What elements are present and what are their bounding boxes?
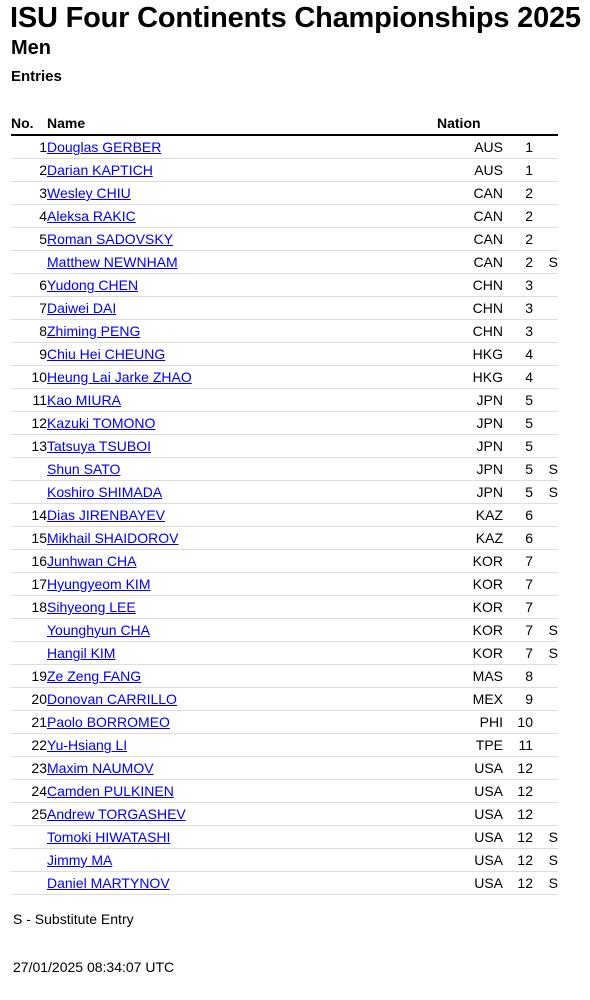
entry-number bbox=[11, 251, 47, 274]
entry-nation: USA bbox=[437, 826, 503, 849]
skater-name-link[interactable]: Douglas GERBER bbox=[47, 139, 162, 155]
substitute-marker bbox=[533, 182, 558, 205]
entry-nation: JPN bbox=[437, 412, 503, 435]
entry-number bbox=[11, 481, 47, 504]
entry-number bbox=[11, 458, 47, 481]
entry-name-cell bbox=[47, 481, 437, 504]
entry-name-cell bbox=[47, 389, 437, 412]
skater-name-link[interactable]: Junhwan CHA bbox=[47, 553, 137, 569]
table-row bbox=[11, 205, 558, 228]
substitute-marker bbox=[533, 780, 558, 803]
entry-group-number: 5 bbox=[503, 481, 533, 504]
substitute-marker bbox=[533, 366, 558, 389]
skater-name-link[interactable]: Roman SADOVSKY bbox=[47, 231, 174, 247]
entry-nation: MEX bbox=[437, 688, 503, 711]
table-row bbox=[11, 711, 558, 734]
entry-nation: KAZ bbox=[437, 527, 503, 550]
entry-number: 5 bbox=[11, 228, 47, 251]
table-row bbox=[11, 688, 558, 711]
entry-group-number: 9 bbox=[503, 688, 533, 711]
entry-name-cell bbox=[47, 228, 437, 251]
entry-nation: MAS bbox=[437, 665, 503, 688]
skater-name-link[interactable]: Daiwei DAI bbox=[47, 300, 117, 316]
entry-group-number: 5 bbox=[503, 389, 533, 412]
substitute-marker bbox=[533, 412, 558, 435]
entry-nation: CAN bbox=[437, 251, 503, 274]
entry-number: 3 bbox=[11, 182, 47, 205]
entry-nation: CAN bbox=[437, 205, 503, 228]
substitute-marker bbox=[533, 159, 558, 182]
entry-group-number: 12 bbox=[503, 757, 533, 780]
section-title: Entries bbox=[11, 68, 62, 85]
entry-nation: JPN bbox=[437, 389, 503, 412]
entry-nation: KOR bbox=[437, 550, 503, 573]
entry-name-cell bbox=[47, 734, 437, 757]
column-header-nation: Nation bbox=[437, 112, 503, 135]
entry-number bbox=[11, 849, 47, 872]
entry-number: 20 bbox=[11, 688, 47, 711]
column-header-no: No. bbox=[11, 112, 47, 135]
table-row bbox=[11, 251, 558, 274]
entry-name-cell bbox=[47, 205, 437, 228]
entry-nation: KOR bbox=[437, 642, 503, 665]
substitute-marker bbox=[533, 596, 558, 619]
entry-nation: USA bbox=[437, 757, 503, 780]
entry-group-number: 7 bbox=[503, 596, 533, 619]
substitute-marker: S bbox=[533, 872, 558, 895]
table-row bbox=[11, 435, 558, 458]
entry-name-cell bbox=[47, 849, 437, 872]
entry-name-cell bbox=[47, 251, 437, 274]
entry-name-cell bbox=[47, 826, 437, 849]
skater-name-link[interactable]: Zhiming PENG bbox=[47, 323, 141, 339]
entry-nation: KOR bbox=[437, 619, 503, 642]
substitute-marker bbox=[533, 803, 558, 826]
entry-group-number: 5 bbox=[503, 458, 533, 481]
entry-nation: CHN bbox=[437, 320, 503, 343]
entry-number: 23 bbox=[11, 757, 47, 780]
table-row bbox=[11, 159, 558, 182]
entry-name-cell bbox=[47, 803, 437, 826]
entry-number: 10 bbox=[11, 366, 47, 389]
entry-number: 13 bbox=[11, 435, 47, 458]
table-row bbox=[11, 780, 558, 803]
skater-name-link[interactable]: Yu-Hsiang LI bbox=[47, 737, 128, 753]
entry-name-cell bbox=[47, 619, 437, 642]
substitute-marker: S bbox=[533, 458, 558, 481]
skater-name-link[interactable]: Yudong CHEN bbox=[47, 277, 139, 293]
entry-nation: USA bbox=[437, 780, 503, 803]
skater-name-link[interactable]: Sihyeong LEE bbox=[47, 599, 136, 615]
entry-group-number: 2 bbox=[503, 182, 533, 205]
entry-name-cell bbox=[47, 596, 437, 619]
substitute-marker bbox=[533, 228, 558, 251]
entry-name-cell bbox=[47, 504, 437, 527]
substitute-marker bbox=[533, 573, 558, 596]
table-row bbox=[11, 412, 558, 435]
entry-nation: PHI bbox=[437, 711, 503, 734]
skater-name-link[interactable]: Chiu Hei CHEUNG bbox=[47, 346, 166, 362]
entry-number bbox=[11, 872, 47, 895]
skater-name-link[interactable]: Hyungyeom KIM bbox=[47, 576, 151, 592]
entry-nation: HKG bbox=[437, 366, 503, 389]
skater-name-link[interactable]: Tatsuya TSUBOI bbox=[47, 438, 152, 454]
entry-group-number: 10 bbox=[503, 711, 533, 734]
table-row bbox=[11, 320, 558, 343]
table-row bbox=[11, 527, 558, 550]
substitute-marker bbox=[533, 135, 558, 159]
category-title: Men bbox=[11, 37, 51, 59]
entry-name-cell bbox=[47, 159, 437, 182]
skater-name-link[interactable]: Heung Lai Jarke ZHAO bbox=[47, 369, 192, 385]
table-row bbox=[11, 872, 558, 895]
entry-nation: USA bbox=[437, 849, 503, 872]
entry-group-number: 7 bbox=[503, 550, 533, 573]
substitute-marker bbox=[533, 389, 558, 412]
substitute-legend: S - Substitute Entry bbox=[13, 911, 134, 927]
entry-name-cell bbox=[47, 757, 437, 780]
entry-group-number: 2 bbox=[503, 251, 533, 274]
table-header-row bbox=[11, 112, 558, 135]
entry-number: 7 bbox=[11, 297, 47, 320]
entry-name-cell bbox=[47, 550, 437, 573]
entry-number: 8 bbox=[11, 320, 47, 343]
column-header-substitute bbox=[533, 112, 558, 135]
entry-group-number: 7 bbox=[503, 619, 533, 642]
substitute-marker bbox=[533, 734, 558, 757]
table-row bbox=[11, 573, 558, 596]
entry-nation: AUS bbox=[437, 135, 503, 159]
entry-nation: JPN bbox=[437, 481, 503, 504]
entry-group-number: 12 bbox=[503, 803, 533, 826]
table-row bbox=[11, 665, 558, 688]
entry-number: 2 bbox=[11, 159, 47, 182]
entry-name-cell bbox=[47, 688, 437, 711]
entry-nation: TPE bbox=[437, 734, 503, 757]
substitute-marker: S bbox=[533, 642, 558, 665]
entry-name-cell bbox=[47, 320, 437, 343]
skater-name-link[interactable]: Kao MIURA bbox=[47, 392, 121, 408]
skater-name-link[interactable]: Dias JIRENBAYEV bbox=[47, 507, 165, 523]
entry-name-cell bbox=[47, 274, 437, 297]
entry-nation: CAN bbox=[437, 228, 503, 251]
table-row bbox=[11, 596, 558, 619]
entry-number bbox=[11, 619, 47, 642]
entry-name-cell bbox=[47, 435, 437, 458]
entry-number: 18 bbox=[11, 596, 47, 619]
entry-number: 19 bbox=[11, 665, 47, 688]
skater-name-link[interactable]: Koshiro SHIMADA bbox=[47, 484, 163, 500]
table-row bbox=[11, 757, 558, 780]
entry-number: 21 bbox=[11, 711, 47, 734]
skater-name-link[interactable]: Andrew TORGASHEV bbox=[47, 806, 186, 822]
table-row bbox=[11, 458, 558, 481]
entry-group-number: 12 bbox=[503, 826, 533, 849]
column-header-name: Name bbox=[47, 112, 437, 135]
table-row bbox=[11, 297, 558, 320]
skater-name-link[interactable]: Matthew NEWNHAM bbox=[47, 254, 178, 270]
entry-number: 24 bbox=[11, 780, 47, 803]
skater-name-link[interactable]: Camden PULKINEN bbox=[47, 783, 174, 799]
substitute-marker bbox=[533, 320, 558, 343]
entry-group-number: 6 bbox=[503, 527, 533, 550]
entry-group-number: 2 bbox=[503, 205, 533, 228]
skater-name-link[interactable]: Younghyun CHA bbox=[47, 622, 151, 638]
substitute-marker bbox=[533, 550, 558, 573]
table-row bbox=[11, 274, 558, 297]
substitute-marker bbox=[533, 504, 558, 527]
entry-group-number: 1 bbox=[503, 135, 533, 159]
entry-name-cell bbox=[47, 297, 437, 320]
substitute-marker: S bbox=[533, 481, 558, 504]
substitute-marker bbox=[533, 297, 558, 320]
entry-group-number: 3 bbox=[503, 320, 533, 343]
skater-name-link[interactable]: Mikhail SHAIDOROV bbox=[47, 530, 179, 546]
entry-name-cell bbox=[47, 665, 437, 688]
entry-name-cell bbox=[47, 527, 437, 550]
table-row bbox=[11, 366, 558, 389]
column-header-group bbox=[503, 112, 533, 135]
entry-nation: CHN bbox=[437, 274, 503, 297]
entry-name-cell bbox=[47, 573, 437, 596]
skater-name-link[interactable]: Shun SATO bbox=[47, 461, 121, 477]
skater-name-link[interactable]: Daniel MARTYNOV bbox=[47, 875, 170, 891]
entries-body bbox=[11, 135, 558, 895]
table-row bbox=[11, 826, 558, 849]
entry-group-number: 12 bbox=[503, 872, 533, 895]
entry-group-number: 7 bbox=[503, 642, 533, 665]
entry-number: 15 bbox=[11, 527, 47, 550]
entry-number: 17 bbox=[11, 573, 47, 596]
skater-name-link[interactable]: Paolo BORROMEO bbox=[47, 714, 170, 730]
entry-number: 11 bbox=[11, 389, 47, 412]
entry-group-number: 1 bbox=[503, 159, 533, 182]
entry-number: 4 bbox=[11, 205, 47, 228]
substitute-marker bbox=[533, 527, 558, 550]
entry-nation: AUS bbox=[437, 159, 503, 182]
skater-name-link[interactable]: Jimmy MA bbox=[47, 852, 113, 868]
table-row bbox=[11, 389, 558, 412]
table-row bbox=[11, 619, 558, 642]
table-row bbox=[11, 734, 558, 757]
entry-name-cell bbox=[47, 458, 437, 481]
entry-group-number: 5 bbox=[503, 412, 533, 435]
entry-group-number: 7 bbox=[503, 573, 533, 596]
entry-nation: KAZ bbox=[437, 504, 503, 527]
entry-group-number: 5 bbox=[503, 435, 533, 458]
entry-number: 6 bbox=[11, 274, 47, 297]
table-row bbox=[11, 642, 558, 665]
entry-nation: HKG bbox=[437, 343, 503, 366]
entry-nation: KOR bbox=[437, 573, 503, 596]
entry-number: 22 bbox=[11, 734, 47, 757]
entry-group-number: 11 bbox=[503, 734, 533, 757]
entry-name-cell bbox=[47, 711, 437, 734]
entries-table bbox=[11, 112, 558, 895]
table-row bbox=[11, 228, 558, 251]
entry-name-cell bbox=[47, 343, 437, 366]
skater-name-link[interactable]: Donovan CARRILLO bbox=[47, 691, 177, 707]
entry-nation: CAN bbox=[437, 182, 503, 205]
table-row bbox=[11, 481, 558, 504]
substitute-marker: S bbox=[533, 619, 558, 642]
entry-name-cell bbox=[47, 780, 437, 803]
entry-number: 1 bbox=[11, 135, 47, 159]
skater-name-link[interactable]: Maxim NAUMOV bbox=[47, 760, 154, 776]
entry-number: 16 bbox=[11, 550, 47, 573]
substitute-marker: S bbox=[533, 251, 558, 274]
skater-name-link[interactable]: Wesley CHIU bbox=[47, 185, 131, 201]
skater-name-link[interactable]: Kazuki TOMONO bbox=[47, 415, 156, 431]
entry-number bbox=[11, 826, 47, 849]
substitute-marker bbox=[533, 343, 558, 366]
table-row bbox=[11, 135, 558, 159]
entry-group-number: 4 bbox=[503, 343, 533, 366]
entry-nation: USA bbox=[437, 803, 503, 826]
table-row bbox=[11, 550, 558, 573]
skater-name-link[interactable]: Tomoki HIWATASHI bbox=[47, 829, 171, 845]
entry-group-number: 12 bbox=[503, 849, 533, 872]
substitute-marker bbox=[533, 757, 558, 780]
table-row bbox=[11, 182, 558, 205]
substitute-marker bbox=[533, 665, 558, 688]
substitute-marker bbox=[533, 688, 558, 711]
entry-name-cell bbox=[47, 366, 437, 389]
entry-nation: JPN bbox=[437, 458, 503, 481]
entry-name-cell bbox=[47, 872, 437, 895]
page-title: ISU Four Continents Championships 2025 bbox=[10, 2, 581, 34]
entry-nation: CHN bbox=[437, 297, 503, 320]
entry-group-number: 4 bbox=[503, 366, 533, 389]
entry-name-cell bbox=[47, 135, 437, 159]
substitute-marker bbox=[533, 435, 558, 458]
substitute-marker bbox=[533, 205, 558, 228]
entry-group-number: 3 bbox=[503, 297, 533, 320]
table-row bbox=[11, 504, 558, 527]
entry-number: 14 bbox=[11, 504, 47, 527]
entry-number: 9 bbox=[11, 343, 47, 366]
entry-number: 12 bbox=[11, 412, 47, 435]
generated-timestamp: 27/01/2025 08:34:07 UTC bbox=[13, 959, 175, 975]
entry-group-number: 6 bbox=[503, 504, 533, 527]
entry-name-cell bbox=[47, 412, 437, 435]
substitute-marker: S bbox=[533, 849, 558, 872]
entry-number: 25 bbox=[11, 803, 47, 826]
entry-name-cell bbox=[47, 642, 437, 665]
skater-name-link[interactable]: Ze Zeng FANG bbox=[47, 668, 142, 684]
table-row bbox=[11, 849, 558, 872]
skater-name-link[interactable]: Hangil KIM bbox=[47, 645, 116, 661]
substitute-marker bbox=[533, 274, 558, 297]
skater-name-link[interactable]: Darian KAPTICH bbox=[47, 162, 153, 178]
entry-number bbox=[11, 642, 47, 665]
entry-name-cell bbox=[47, 182, 437, 205]
entry-nation: USA bbox=[437, 872, 503, 895]
entry-group-number: 8 bbox=[503, 665, 533, 688]
table-row bbox=[11, 803, 558, 826]
entry-group-number: 3 bbox=[503, 274, 533, 297]
entry-nation: KOR bbox=[437, 596, 503, 619]
substitute-marker: S bbox=[533, 826, 558, 849]
entry-group-number: 2 bbox=[503, 228, 533, 251]
entry-group-number: 12 bbox=[503, 780, 533, 803]
table-row bbox=[11, 343, 558, 366]
substitute-marker bbox=[533, 711, 558, 734]
entry-nation: JPN bbox=[437, 435, 503, 458]
skater-name-link[interactable]: Aleksa RAKIC bbox=[47, 208, 136, 224]
